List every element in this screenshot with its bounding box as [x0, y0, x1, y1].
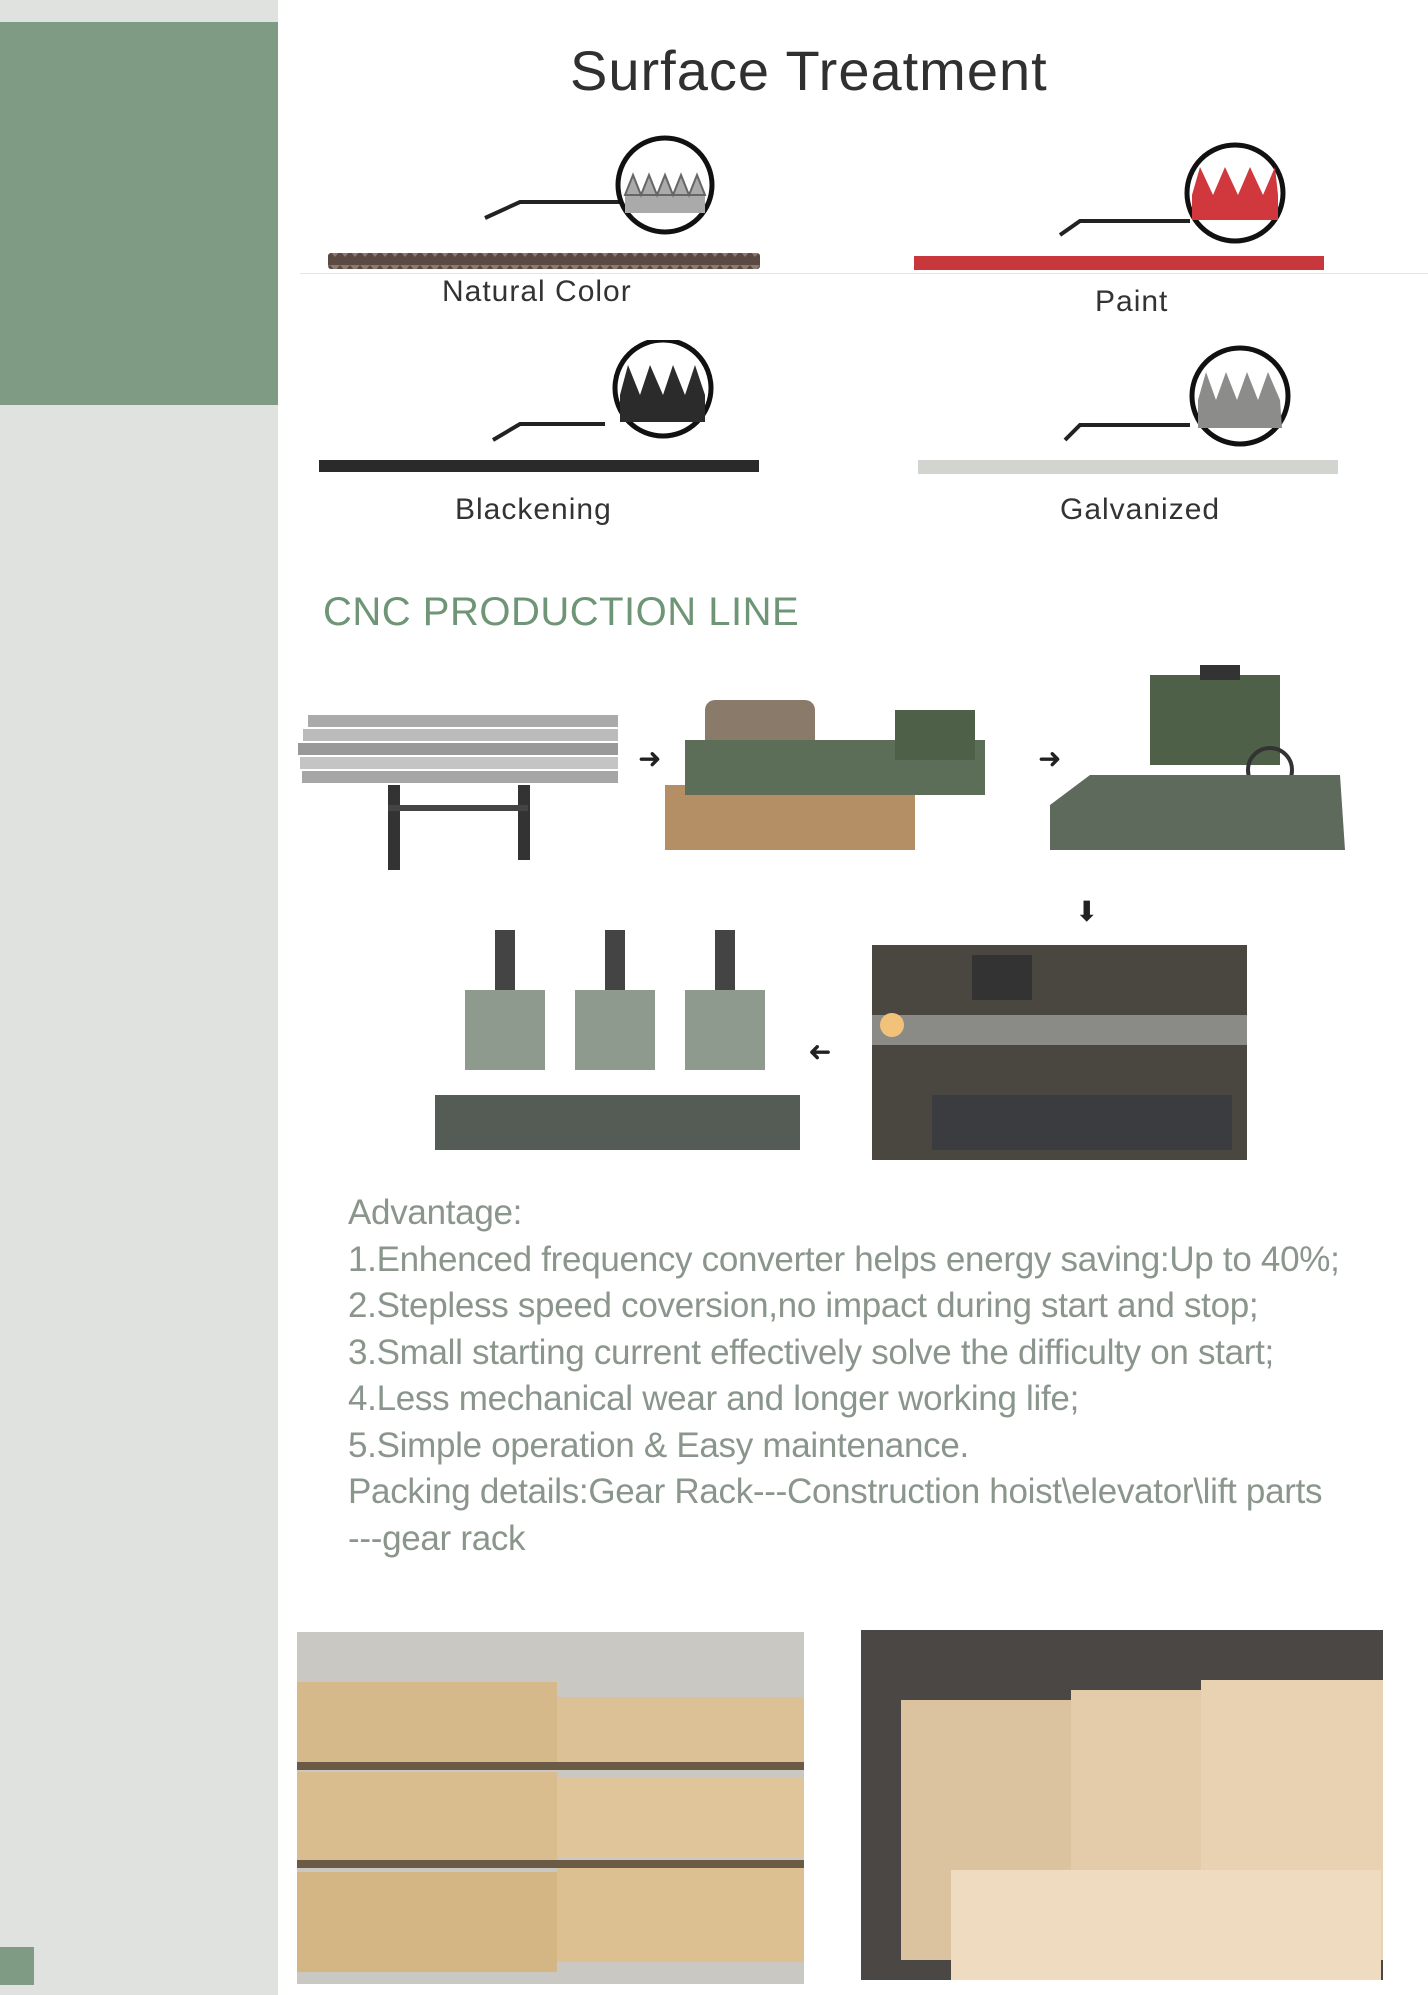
steel-bars-photo: [298, 705, 628, 875]
paint-rack-illustration: [900, 125, 1340, 275]
advantage-item: 5.Simple operation & Easy maintenance.: [348, 1425, 969, 1465]
arrow-down-icon: ⬇: [1075, 896, 1099, 927]
treatment-label: Paint: [1095, 285, 1169, 318]
advantage-item: 4.Less mechanical wear and longer working life;: [348, 1379, 1080, 1418]
sidebar-corner-block: [0, 1947, 34, 1985]
treatment-blackening: [315, 340, 775, 540]
page-title: Surface Treatment: [570, 39, 1048, 102]
arrow-right-icon: ➜: [638, 743, 662, 774]
treatment-label: Blackening: [455, 493, 612, 526]
drilling-machines-photo: [435, 920, 800, 1155]
advantage-item: 1.Enhenced frequency converter helps energy saving:Up to 40%;: [348, 1239, 1340, 1279]
cnc-heading: CNC PRODUCTION LINE: [323, 590, 800, 634]
packing-crates-photo-left: [297, 1632, 804, 1984]
treatment-label: Natural Color: [442, 275, 632, 308]
treatment-natural-color: [320, 125, 780, 325]
treatment-paint: [900, 125, 1340, 335]
advantage-item: 3.Small starting current effectively solve the difficulty on start;: [348, 1332, 1274, 1372]
natural-rack-illustration: [320, 125, 780, 275]
treatment-galvanized: [910, 340, 1350, 540]
advantage-section: [348, 1190, 1388, 1562]
roller-machine-photo: [665, 690, 1005, 850]
packing-crates-photo-right: [861, 1630, 1383, 1980]
packing-details: Packing details:Gear Rack---Construction hoist\elevator\lift parts: [348, 1472, 1323, 1511]
packing-details-continued: ---gear rack: [348, 1518, 526, 1558]
treatment-label: Galvanized: [1060, 493, 1221, 526]
blackening-rack-illustration: [315, 340, 775, 490]
advantage-heading: Advantage:: [348, 1193, 523, 1232]
cutting-machine-photo: [872, 945, 1247, 1160]
arrow-right-icon: ➜: [1038, 743, 1062, 774]
arrow-left-icon: ➜: [808, 1036, 832, 1067]
galvanized-rack-illustration: [910, 340, 1350, 490]
advantage-item: 2.Stepless speed coversion,no impact during start and stop;: [348, 1286, 1259, 1325]
sidebar-accent-block: [0, 22, 278, 405]
milling-machine-photo: [1050, 665, 1350, 850]
